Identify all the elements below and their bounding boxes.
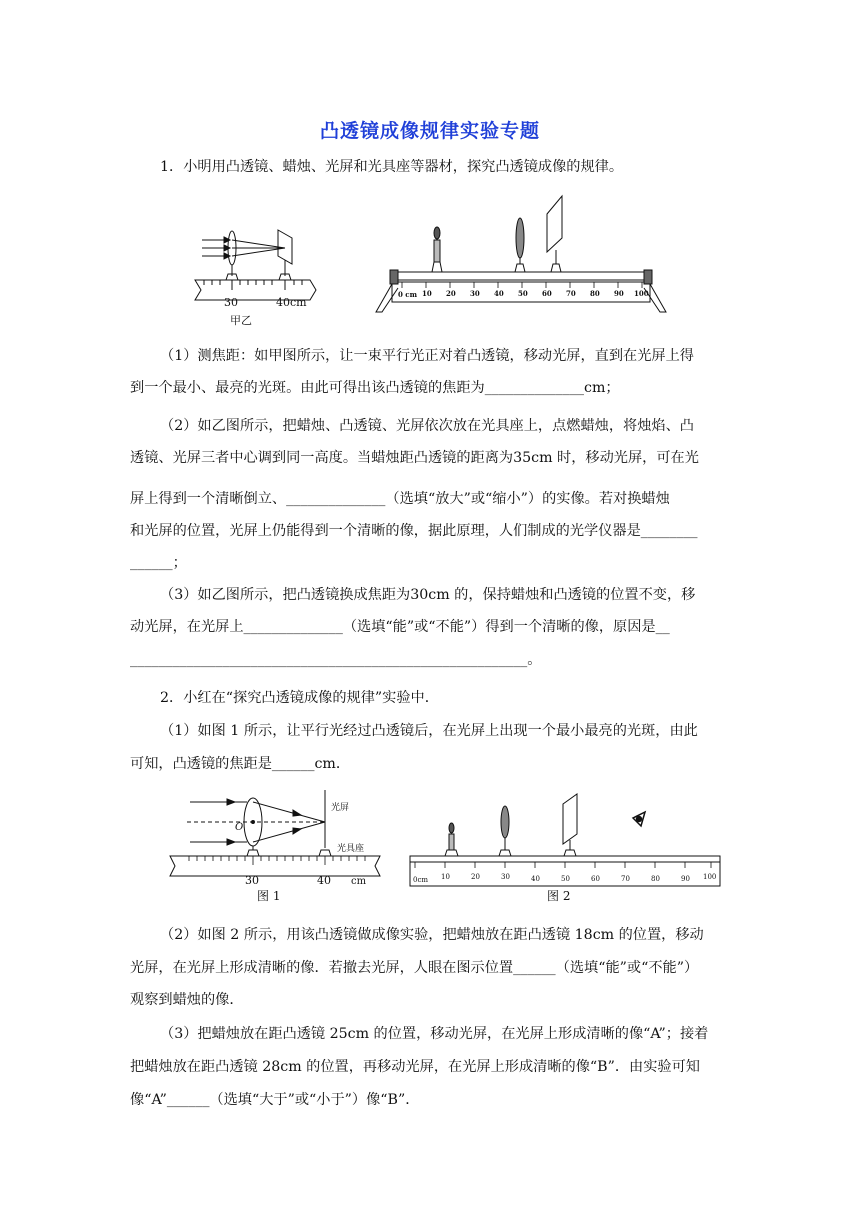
fig1-tick-cm: cm	[351, 876, 367, 887]
fig2-scale-50: 50	[561, 875, 570, 883]
yi-scale-80: 80	[590, 289, 600, 298]
q2-stem: 2．小红在“探究凸透镜成像的规律”实验中．	[160, 690, 439, 706]
q2-part3-line2: 把蜡烛放在距凸透镜 28cm 的位置，再移动光屏，在光屏上形成清晰的像“B”．由实验可知	[130, 1059, 700, 1075]
fig2-scale-20: 20	[471, 873, 480, 881]
fig2-scale-10: 10	[441, 873, 450, 881]
fig2-scale-ticks	[415, 862, 711, 868]
fig2-scale-30: 30	[501, 873, 510, 881]
q1-stem: 1．小明用凸透镜、蜡烛、光屏和光具座等器材，探究凸透镜成像的规律。	[160, 159, 624, 175]
q1-part2-line3: 屏上得到一个清晰倒立、______________（选填“放大”或“缩小”）的实像。若对换蜡烛	[130, 491, 670, 507]
figure-caption-1: 图 1	[257, 889, 281, 903]
q2-part1-line1: （1）如图 1 所示，让平行光经过凸透镜后，在光屏上出现一个最小最亮的光斑，由此	[160, 723, 698, 739]
q1-part1-line2: 到一个最小、最亮的光斑。由此可得出该凸透镜的焦距为______________cm；	[130, 380, 620, 396]
q1-part3-line2: 动光屏，在光屏上______________（选填“能”或“不能”）得到一个清晰的像，原因是__	[130, 619, 670, 635]
eye-icon	[633, 812, 645, 826]
yi-scale-100: 100	[634, 289, 649, 298]
figure-jia	[190, 218, 330, 330]
q1-part2-line2: 透镜、光屏三者中心调到同一高度。当蜡烛距凸透镜的距离为35cm 时，移动光屏，可在光	[130, 450, 699, 466]
q1-part1-line1: （1）测焦距：如甲图所示，让一束平行光正对着凸透镜，移动光屏，直到在光屏上得	[160, 348, 694, 364]
figure-yi	[370, 190, 670, 320]
q2-part2-line2: 光屏，在光屏上形成清晰的像．若撤去光屏，人眼在图示位置______（选填“能”或“不能”）	[130, 960, 699, 976]
jia-ruler-ticks	[204, 280, 302, 290]
fig2-scale-60: 60	[591, 875, 600, 883]
figure-caption-jiayi: 甲乙	[230, 314, 252, 327]
page-title: 凸透镜成像规律实验专题	[319, 120, 540, 142]
q1-part3-line3: ________________________________________________________。	[130, 652, 542, 668]
q1-part2-line4: 和光屏的位置，光屏上仍能得到一个清晰的像，据此原理，人们制成的光学仪器是________	[130, 523, 698, 539]
fig1-screen-label: 光屏	[331, 803, 350, 813]
fig1-tick-30: 30	[245, 874, 259, 887]
yi-scale-30: 30	[470, 289, 480, 298]
yi-scale-ticks	[402, 282, 642, 288]
yi-scale-10: 10	[422, 289, 432, 298]
fig2-scale-0: 0cm	[413, 876, 429, 884]
fig2-scale-70: 70	[621, 875, 630, 883]
figure-caption-2: 图 2	[547, 889, 571, 903]
fig1-bench-label: 光具座	[337, 844, 365, 854]
q2-part3-line1: （3）把蜡烛放在距凸透镜 25cm 的位置，移动光屏，在光屏上形成清晰的像“A”；接着	[160, 1026, 709, 1042]
yi-scale-70: 70	[566, 289, 576, 298]
fig1-o-label: O	[235, 822, 244, 833]
fig2-scale-80: 80	[651, 875, 660, 883]
q1-part3-line1: （3）如乙图所示，把凸透镜换成焦距为30cm 的，保持蜡烛和凸透镜的位置不变，移	[160, 587, 696, 603]
fig2-scale-100: 100	[703, 873, 717, 881]
fig1-ruler-ticks	[189, 856, 365, 865]
yi-scale-90: 90	[614, 289, 624, 298]
q2-part3-line3: 像“A”______（选填“大于”或“小于”）像“B”．	[130, 1092, 420, 1108]
q2-part1-line2: 可知，凸透镜的焦距是______cm．	[130, 756, 351, 772]
yi-scale-20: 20	[446, 289, 456, 298]
figure-2	[405, 788, 725, 906]
figure-1	[165, 788, 405, 906]
jia-tick-40cm: 40cm	[276, 296, 307, 309]
jia-tick-30: 30	[224, 296, 238, 309]
fig1-tick-40: 40	[317, 874, 331, 887]
yi-scale-0: 0 cm	[398, 290, 417, 299]
q2-part2-line1: （2）如图 2 所示，用该凸透镜做成像实验，把蜡烛放在距凸透镜 18cm 的位置，移动	[160, 927, 704, 943]
q2-part2-line3: 观察到蜡烛的像．	[130, 992, 244, 1008]
q1-part2-line5: ______；	[130, 555, 187, 571]
fig2-scale-40: 40	[531, 875, 540, 883]
yi-scale-40: 40	[494, 289, 504, 298]
q1-part2-line1: （2）如乙图所示，把蜡烛、凸透镜、光屏依次放在光具座上，点燃蜡烛，将烛焰、凸	[160, 418, 694, 434]
yi-scale-50: 50	[518, 289, 528, 298]
fig2-scale-90: 90	[681, 875, 690, 883]
yi-scale-60: 60	[542, 289, 552, 298]
